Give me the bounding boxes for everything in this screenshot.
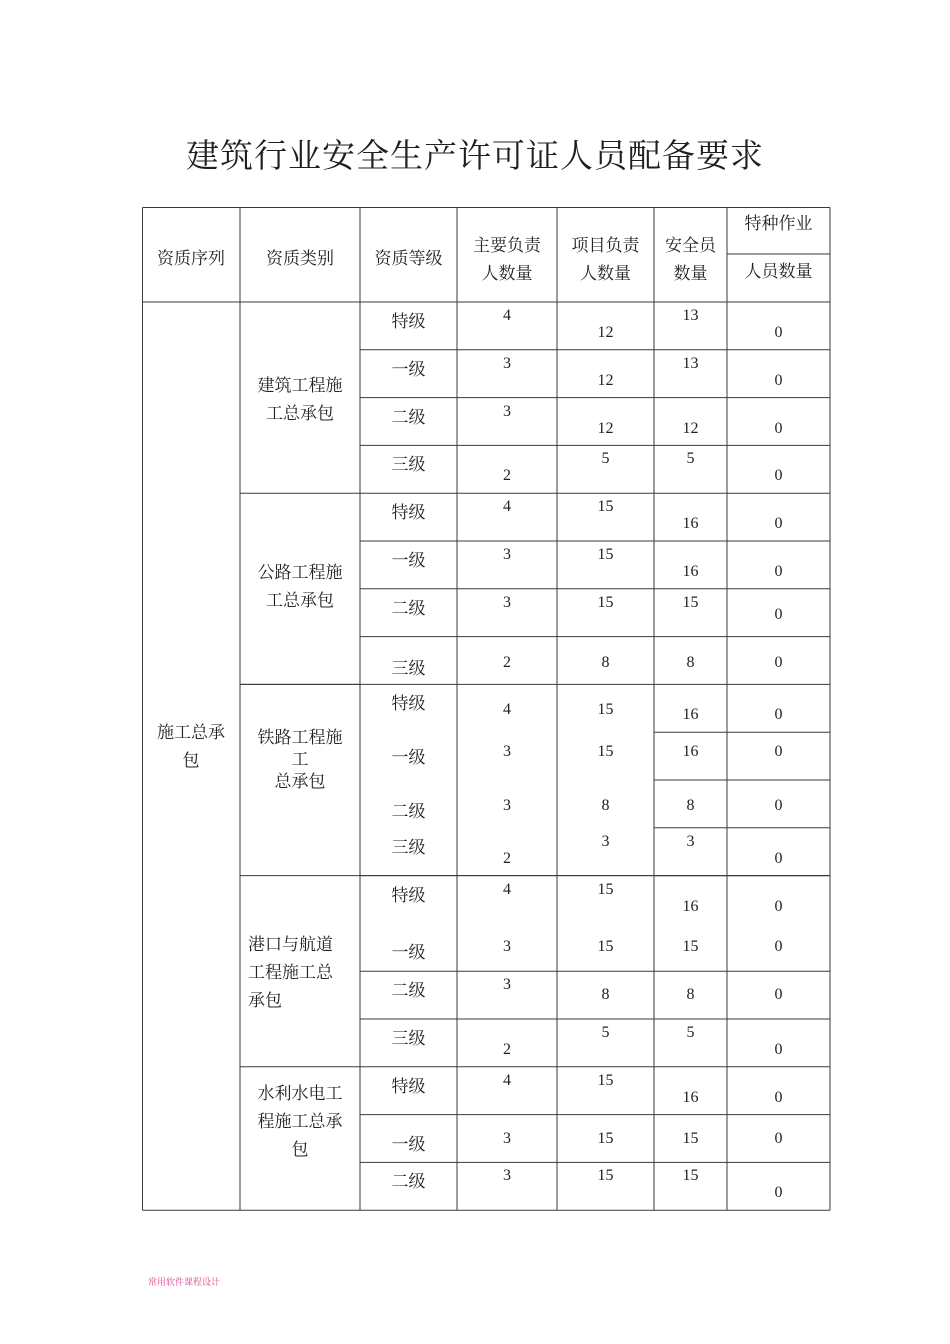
cell-level: 一级	[391, 748, 426, 769]
category-name	[245, 727, 355, 793]
cell-special: 0	[774, 653, 783, 671]
cell-main-head: 3	[503, 593, 511, 611]
cell-main-head: 3	[503, 796, 511, 814]
cell-project-head: 15	[597, 1167, 614, 1185]
cell-main-head: 3	[503, 1129, 511, 1147]
cell-main-head: 3	[503, 743, 511, 761]
cell-project-head: 15	[597, 593, 614, 611]
cell-safety: 16	[682, 897, 699, 915]
cell-special: 0	[774, 706, 783, 724]
cell-main-head: 4	[503, 306, 511, 324]
staffing-table	[142, 207, 831, 1212]
category-name	[245, 1080, 355, 1164]
cell-special: 0	[774, 849, 783, 867]
cell-level: 二级	[391, 407, 426, 428]
footer-note: 常用软件课程设计	[148, 1278, 221, 1288]
cell-safety: 15	[682, 938, 699, 956]
category-name-line: 工总承包	[266, 591, 334, 611]
cell-level: 一级	[391, 943, 426, 964]
cell-project-head: 12	[597, 419, 614, 437]
cell-main-head: 3	[503, 402, 511, 420]
cell-safety: 5	[686, 450, 695, 468]
cell-safety: 16	[682, 515, 699, 533]
cell-level: 特级	[391, 503, 426, 524]
cell-safety: 5	[686, 1023, 695, 1041]
category-name-line: 承包	[248, 991, 282, 1011]
cell-main-head: 4	[503, 498, 511, 516]
cell-project-head: 8	[601, 796, 610, 814]
cell-special: 0	[774, 796, 783, 814]
cell-main-head: 2	[503, 653, 511, 671]
cell-level: 一级	[391, 550, 426, 571]
header-main-head-line2: 人数量	[481, 264, 533, 284]
cell-safety: 16	[682, 562, 699, 580]
cell-main-head: 4	[503, 701, 511, 719]
header-safety-line1: 安全员	[665, 236, 716, 256]
cell-main-head: 2	[503, 467, 511, 485]
series-name-line: 施工总承	[157, 723, 225, 743]
cell-project-head: 15	[597, 938, 614, 956]
cell-project-head: 5	[601, 450, 610, 468]
cell-safety: 15	[682, 1167, 699, 1185]
cell-special: 0	[774, 1184, 783, 1202]
category-name-line: 包	[291, 1140, 309, 1160]
cell-main-head: 2	[503, 849, 511, 867]
category-name-line: 水利水电工	[257, 1084, 343, 1104]
cell-special: 0	[774, 323, 783, 341]
category-name-line: 工	[291, 750, 309, 770]
cell-special: 0	[774, 515, 783, 533]
cell-project-head: 8	[601, 986, 610, 1004]
cell-special: 0	[774, 986, 783, 1004]
cell-level: 特级	[391, 311, 426, 332]
cell-project-head: 8	[601, 653, 610, 671]
cell-project-head: 15	[597, 1129, 614, 1147]
header-special-bottom: 人员数量	[744, 262, 813, 282]
cell-project-head: 15	[597, 545, 614, 563]
cell-main-head: 2	[503, 1040, 511, 1058]
cell-level: 三级	[391, 1028, 426, 1049]
cell-project-head: 15	[597, 1071, 614, 1089]
series-name-line: 包	[182, 751, 200, 771]
cell-level: 特级	[391, 694, 426, 715]
category-name	[245, 559, 355, 615]
category-name-line: 工总承包	[266, 404, 334, 424]
cell-project-head: 12	[597, 323, 614, 341]
cell-project-head: 12	[597, 371, 614, 389]
category-name-line: 建筑工程施	[257, 376, 343, 396]
cell-safety: 13	[682, 354, 699, 372]
cell-special: 0	[774, 371, 783, 389]
cell-special: 0	[774, 605, 783, 623]
cell-main-head: 3	[503, 938, 511, 956]
header-category: 资质类别	[266, 249, 334, 269]
cell-project-head: 15	[597, 880, 614, 898]
cell-safety: 15	[682, 593, 699, 611]
cell-level: 二级	[391, 598, 426, 619]
cell-main-head: 3	[503, 545, 511, 563]
cell-special: 0	[774, 1040, 783, 1058]
header-project-head-line1: 项目负责	[571, 236, 640, 256]
cell-level: 三级	[391, 455, 426, 476]
cell-special: 0	[774, 1129, 783, 1147]
document-title: 建筑行业安全生产许可证人员配备要求	[186, 136, 764, 175]
cell-project-head: 3	[601, 832, 610, 850]
cell-safety: 8	[686, 796, 695, 814]
cell-main-head: 3	[503, 1167, 511, 1185]
cell-safety: 8	[686, 986, 695, 1004]
cell-level: 二级	[391, 981, 426, 1002]
cell-safety: 16	[682, 743, 699, 761]
cell-special: 0	[774, 897, 783, 915]
header-safety-line2: 数量	[673, 264, 708, 284]
cell-level: 二级	[391, 1172, 426, 1193]
cell-special: 0	[774, 419, 783, 437]
cell-main-head: 4	[503, 1071, 511, 1089]
cell-project-head: 15	[597, 743, 614, 761]
cell-project-head: 15	[597, 498, 614, 516]
cell-safety: 15	[682, 1129, 699, 1147]
cell-safety: 13	[682, 306, 699, 324]
category-name-line: 总承包	[274, 772, 326, 792]
cell-special: 0	[774, 467, 783, 485]
category-name	[248, 931, 358, 1015]
header-project-head-line2: 人数量	[580, 264, 631, 284]
cell-safety: 3	[686, 832, 695, 850]
cell-level: 一级	[391, 1134, 426, 1155]
cell-main-head: 3	[503, 976, 511, 994]
category-name-line: 程施工总承	[257, 1112, 343, 1132]
cell-safety: 12	[682, 419, 699, 437]
cell-special: 0	[774, 938, 783, 956]
category-name-line: 公路工程施	[257, 563, 343, 583]
header-level: 资质等级	[374, 249, 443, 269]
cell-special: 0	[774, 743, 783, 761]
cell-special: 0	[774, 562, 783, 580]
cell-level: 三级	[391, 837, 426, 858]
cell-project-head: 5	[601, 1023, 610, 1041]
cell-level: 特级	[391, 885, 426, 906]
header-special-top: 特种作业	[744, 214, 813, 234]
cell-main-head: 3	[503, 354, 511, 372]
cell-level: 一级	[391, 359, 426, 380]
header-series: 资质序列	[157, 249, 225, 269]
cell-special: 0	[774, 1088, 783, 1106]
header-main-head-line1: 主要负责	[473, 236, 541, 256]
cell-main-head: 4	[503, 880, 511, 898]
category-name	[245, 372, 355, 428]
cell-safety: 16	[682, 1088, 699, 1106]
category-name-line: 铁路工程施	[257, 728, 343, 748]
cell-project-head: 15	[597, 701, 614, 719]
cell-safety: 8	[686, 653, 695, 671]
series-name	[146, 719, 236, 775]
cell-level: 特级	[391, 1076, 426, 1097]
category-name-line: 工程施工总	[248, 963, 333, 983]
cell-level: 三级	[391, 658, 426, 679]
category-name-line: 港口与航道	[248, 935, 333, 955]
cell-level: 二级	[391, 801, 426, 822]
cell-safety: 16	[682, 706, 699, 724]
